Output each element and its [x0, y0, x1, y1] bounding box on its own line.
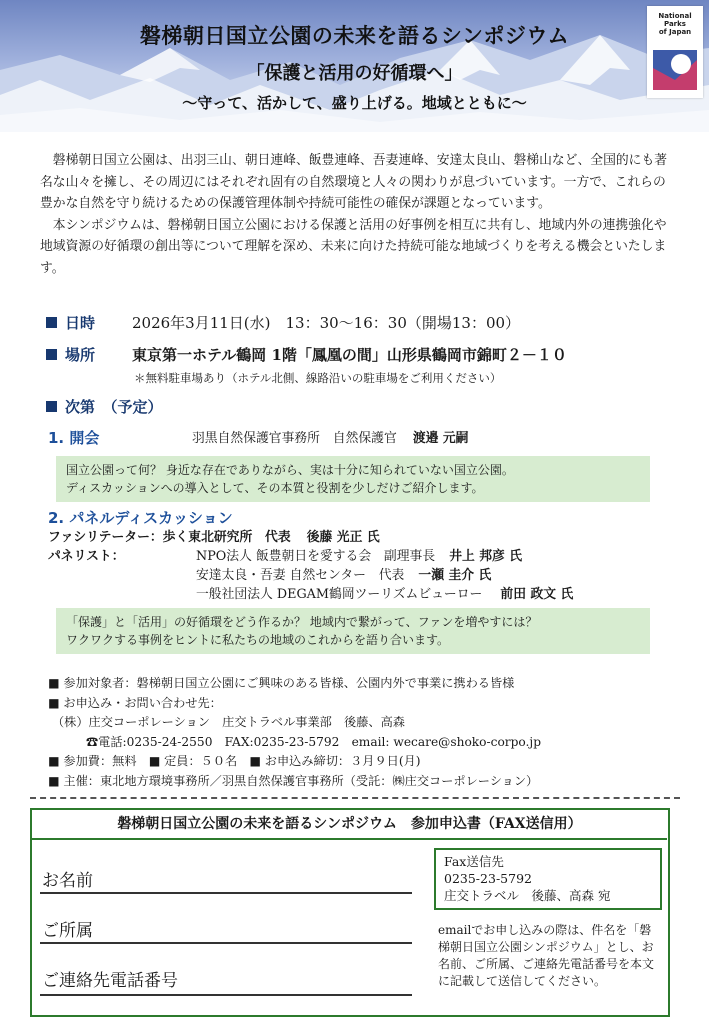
panelist-label: パネリスト： [48, 549, 125, 564]
facilitator-name: 後藤 光正 氏 [306, 530, 380, 545]
info-contact-heading: ■ お申込み・お問い合わせ先： [48, 695, 222, 710]
email-instructions: emailでお申し込みの際は、件名を「磐梯朝日国立公園シンポジウム」とし、お名前、ご所属、ご連絡先電話番号を本文に記載して送信してください。 [438, 923, 655, 988]
info-contact-company: （株）庄交コーポレーション 庄交トラベル事業部 後藤、高森 [52, 715, 405, 729]
info-target-audience: ■ 参加対象者：磐梯朝日国立公園にご興味のある皆様、公園内外で事業に携わる皆様 [48, 676, 515, 690]
date-label: 日時 [65, 314, 96, 332]
venue-value: 東京第一ホテル鶴岡 1階「鳳凰の間」山形県鶴岡市錦町２－１０ [132, 346, 567, 364]
fax-number: 0235-23-5792 [444, 871, 532, 886]
note-line: ワクワクする事例をヒントに私たちの地域のこれからを語り合います。 [66, 633, 450, 647]
panelist-row [196, 547, 522, 566]
panelist-name: 一瀬 圭介 氏 [418, 568, 492, 583]
info-organizer: ■ 主催：東北地方環境事務所／羽黒自然保護官事務所（受託：㈱庄交コーポレーション） [48, 773, 539, 788]
fax-destination-box [434, 848, 662, 910]
venue-row [46, 344, 567, 365]
name-field-line[interactable] [40, 892, 412, 894]
opening-speaker [192, 429, 468, 448]
square-bullet-icon [46, 349, 57, 360]
parking-note: ＊無料駐車場あり（ホテル北側、線路沿いの駐車場をご利用ください） [134, 371, 502, 385]
note-line: 国立公園って何？ 身近な存在でありながら、実は十分に知られていない国立公園。 [66, 463, 514, 477]
form-title: 磐梯朝日国立公園の未来を語るシンポジウム 参加申込書（FAX送信用） [32, 810, 667, 840]
intro-paragraph: 磐梯朝日国立公園は、出羽三山、朝日連峰、飯豊連峰、吾妻連峰、安達太良山、磐梯山など、全国的にも著名な山々を擁し、その周辺にはそれぞれ固有の自然環境と人々の関わりが息づいています。一方で、これらの豊かな自然を守り続けるための保護管理体制や持続可能性の確保が課題となっています。 [40, 153, 668, 211]
panelist-row [196, 566, 491, 585]
national-parks-logo: National Parks of Japan [647, 6, 703, 98]
opening-note-box [56, 456, 650, 502]
phone-field-label: ご連絡先電話番号 [42, 971, 178, 991]
event-subtitle: 「保護と活用の好循環へ」 [246, 63, 463, 84]
facilitator-org: 歩く東北研究所 代表 [162, 530, 291, 545]
phone-field-line[interactable] [40, 994, 412, 996]
facilitator-row [48, 528, 380, 547]
program-item-opening: 1. 開会 [48, 429, 100, 447]
date-value: 2026年3月11日(水) 13：30～16：30（開場13：00） [132, 314, 521, 332]
info-fee-capacity-deadline: ■ 参加費：無料 ■ 定員：５０名 ■ お申込み締切：３月９日(月) [48, 754, 421, 768]
event-tagline: ～守って、活かして、盛り上げる。地域とともに～ [182, 94, 527, 112]
note-line: 「保護」と「活用」の好循環をどう作るか？ 地域内で繋がって、ファンを増やすには？ [66, 615, 538, 629]
name-field-label: お名前 [42, 871, 93, 891]
square-bullet-icon [46, 401, 57, 412]
opening-speaker-org: 羽黒自然保護官事務所 自然保護官 [192, 431, 397, 446]
intro-paragraph: 本シンポジウムは、磐梯朝日国立公園における保護と活用の好事例を相互に共有し、地域内外の連携強化や地域資源の好循環の創出等について理解を深め、未来に向けた持続可能な地域づくりを考える機会といたします。 [40, 217, 667, 276]
panelist-org: NPO法人 飯豊朝日を愛する会 副理事長 [196, 549, 436, 564]
fax-heading: Fax送信先 [444, 854, 504, 869]
info-contact-details: ☎電話:0235-24-2550 FAX:0235-23-5792 email: wecare@shoko-corpo.jp [86, 734, 542, 749]
note-line: ディスカッションへの導入として、その本質と役割を少しだけご紹介します。 [66, 481, 484, 495]
cut-line-divider [30, 797, 680, 799]
intro-text [40, 150, 670, 279]
panelist-org: 安達太良・吾妻 自然センター 代表 [196, 568, 405, 583]
program-item-panel: 2. パネルディスカッション [48, 509, 233, 527]
logo-mark-icon [653, 50, 697, 90]
venue-label: 場所 [65, 346, 96, 364]
date-row [46, 312, 521, 333]
program-label: 次第 （予定） [65, 398, 163, 416]
affiliation-field-label: ご所属 [42, 921, 93, 941]
opening-speaker-name: 渡邉 元嗣 [412, 431, 469, 446]
affiliation-field-line[interactable] [40, 942, 412, 944]
square-bullet-icon [46, 317, 57, 328]
event-title: 磐梯朝日国立公園の未来を語るシンポジウム [139, 23, 570, 48]
panelist-name: 井上 邦彦 氏 [449, 549, 523, 564]
panelist-row [196, 585, 573, 604]
panelist-name: 前田 政文 氏 [500, 587, 574, 602]
event-info [48, 674, 688, 791]
program-heading [46, 396, 163, 417]
header-banner [0, 0, 709, 132]
application-form [30, 808, 670, 1017]
facilitator-label: ファシリテーター： [48, 530, 163, 545]
panel-note-box [56, 608, 650, 654]
panelist-org: 一般社団法人 DEGAM鶴岡ツーリズムビューロー [196, 587, 483, 602]
fax-recipient: 庄交トラベル 後藤、高森 宛 [444, 888, 611, 903]
panelist-label-row [48, 547, 125, 566]
